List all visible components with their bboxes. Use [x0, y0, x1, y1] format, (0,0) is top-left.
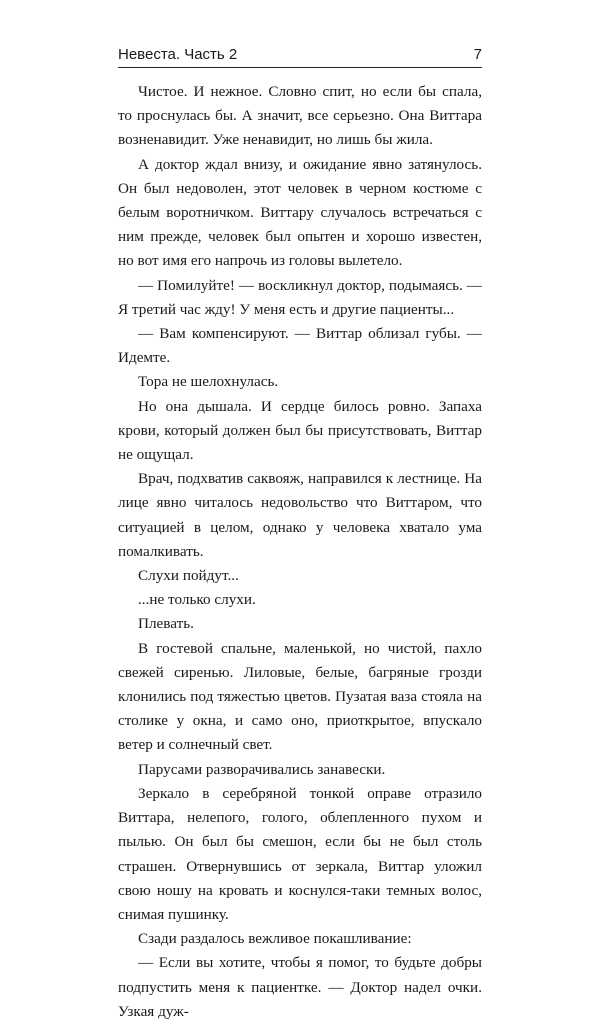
paragraph-8: Слухи пойдут... — [138, 567, 239, 585]
paragraph-6: Но она дышала. И сердце билось ровно. Запаха крови, который должен был бы присутствовать, Виттар не ощущал. — [118, 397, 482, 464]
paragraph-12: Парусами разворачивались занавески. — [138, 760, 386, 778]
paragraph-4: — Вам компенсируют. — Виттар облизал губы. — Идемте. — [118, 325, 482, 367]
paragraph-11: В гостевой спальне, маленькой, но чистой, пахло свежей сиренью. Лиловые, белые, багряные грозди клонились под тяжестью цветов. Пузатая ваза стояла на столике у окна, и само оно, приоткрытое, впускало ветер и солнечный свет. — [118, 639, 482, 754]
header-rule — [118, 67, 482, 68]
paragraph-7: Врач, подхватив саквояж, направился к лестнице. На лице явно читалось недовольство что Виттаром, что ситуацией в целом, однако у человека хватало ума помалкивать. — [118, 470, 482, 560]
paragraph-3: — Помилуйте! — воскликнул доктор, подымаясь. — Я третий час жду! У меня есть и другие пациенты... — [118, 276, 482, 318]
paragraph-14: Сзади раздалось вежливое покашливание: — [138, 930, 412, 948]
running-head — [118, 39, 482, 63]
paragraph-2: А доктор ждал внизу, и ожидание явно затянулось. Он был недоволен, этот человек в черном костюме с белым воротничком. Виттару случалось встречаться с ним прежде, человек был опытен и хорошо известен, но вот имя его напрочь из головы вылетело. — [118, 155, 482, 270]
paragraph-1: Чистое. И нежное. Словно спит, но если бы спала, то проснулась бы. А значит, все серьезно. Она Виттара возненавидит. Уже ненавидит, но лишь бы жила. — [118, 83, 482, 149]
body-text — [118, 80, 482, 1024]
paragraph-13: Зеркало в серебряной тонкой оправе отразило Виттара, нелепого, голого, облепленного пухом и пылью. Он был бы смешон, если бы не был столь страшен. Отвернувшись от зеркала, Виттар уложил свою ношу на кровать и коснулся-таки темных волос, снимая пушинку. — [118, 784, 482, 923]
paragraph-5: Тора не шелохнулась. — [138, 373, 279, 391]
paragraph-10: Плевать. — [138, 615, 194, 633]
paragraph-15: — Если вы хотите, чтобы я помог, то будьте добры подпустить меня к пациентке. — Доктор надел очки. Узкая дуж- — [118, 954, 482, 1020]
running-head-title: Невеста. Часть 2 — [118, 46, 238, 63]
paragraph-9: ...не только слухи. — [138, 591, 256, 609]
page-number: 7 — [473, 46, 482, 63]
